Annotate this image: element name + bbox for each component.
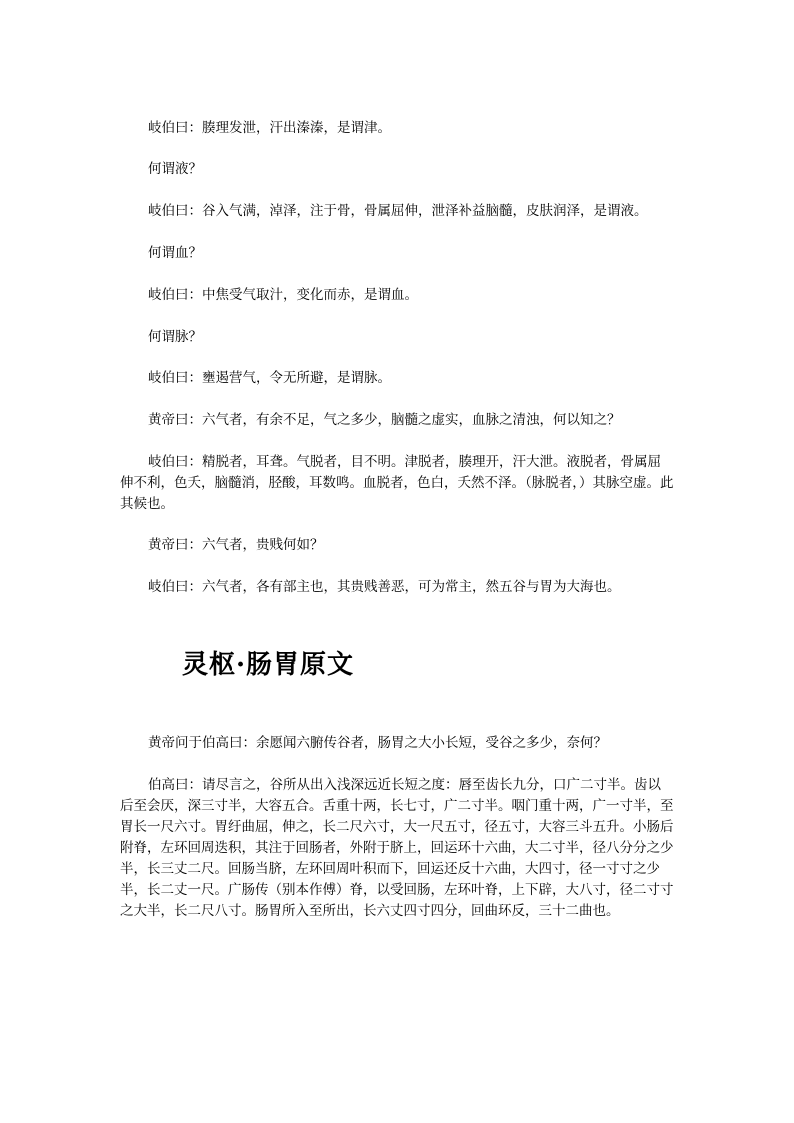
section-title: 灵枢·肠胃原文 <box>182 650 355 680</box>
paragraph-qibo-ye: 岐伯曰：谷入气满，淖泽，注于骨，骨属屈伸，泄泽补益脑髓，皮肤润泽，是谓液。 <box>148 203 648 219</box>
paragraph-qibo-jin: 岐伯曰：腠理发泄，汗出溱溱，是谓津。 <box>148 120 391 136</box>
paragraph-qibo-tuo: 岐伯曰：精脱者，耳聋。气脱者，目不明。津脱者，腠理开，汗大泄。液脱者，骨属屈伸不利，色夭，脑髓消，胫酸，耳数鸣。血脱者，色白，夭然不泽。（脉脱者，）其脉空虚。此其候也。 <box>120 454 674 512</box>
paragraph-huangdi-liuqi: 黄帝曰：六气者，有余不足，气之多少，脑髓之虚实，血脉之清浊，何以知之？ <box>148 412 621 428</box>
paragraph-qibo-guijian: 岐伯曰：六气者，各有部主也，其贵贱善恶，可为常主，然五谷与胃为大海也。 <box>148 579 621 595</box>
paragraph-qibo-xue: 岐伯曰：中焦受气取汁，变化而赤，是谓血。 <box>148 287 418 303</box>
paragraph-qibo-mai: 岐伯曰：壅遏营气，令无所避，是谓脉。 <box>148 370 391 386</box>
paragraph-question-ye: 何谓液？ <box>148 161 202 177</box>
paragraph-huangdi-bogao: 黄帝问于伯高曰：余愿闻六腑传谷者，肠胃之大小长短，受谷之多少，奈何？ <box>148 735 607 751</box>
paragraph-question-mai: 何谓脉？ <box>148 329 202 345</box>
paragraph-bogao-answer: 伯高曰：请尽言之，谷所从出入浅深远近长短之度：唇至齿长九分，口广二寸半。齿以后至会厌，深三寸半，大容五合。舌重十两，长七寸，广二寸半。咽门重十两，广一寸半，至胃长一尺六寸。胃纡曲屈，伸之，长二尺六寸，大一尺五寸，径五寸，大容三斗五升。小肠后附脊，左环回周迭积，其注于回肠者，外附于脐上，回运环十六曲，大二寸半，径八分分之少半，长三丈二尺。回肠当脐，左环回周叶积而下，回运还反十六曲，大四寸，径一寸寸之少半，长二丈一尺。广肠传（别本作傅）脊，以受回肠，左环叶脊，上下辟，大八寸，径二寸寸之大半，长二尺八寸。肠胃所入至所出，长六丈四寸四分，回曲环反，三十二曲也。 <box>120 777 674 919</box>
paragraph-question-xue: 何谓血？ <box>148 245 202 261</box>
paragraph-huangdi-guijian: 黄帝曰：六气者，贵贱何如？ <box>148 537 324 553</box>
